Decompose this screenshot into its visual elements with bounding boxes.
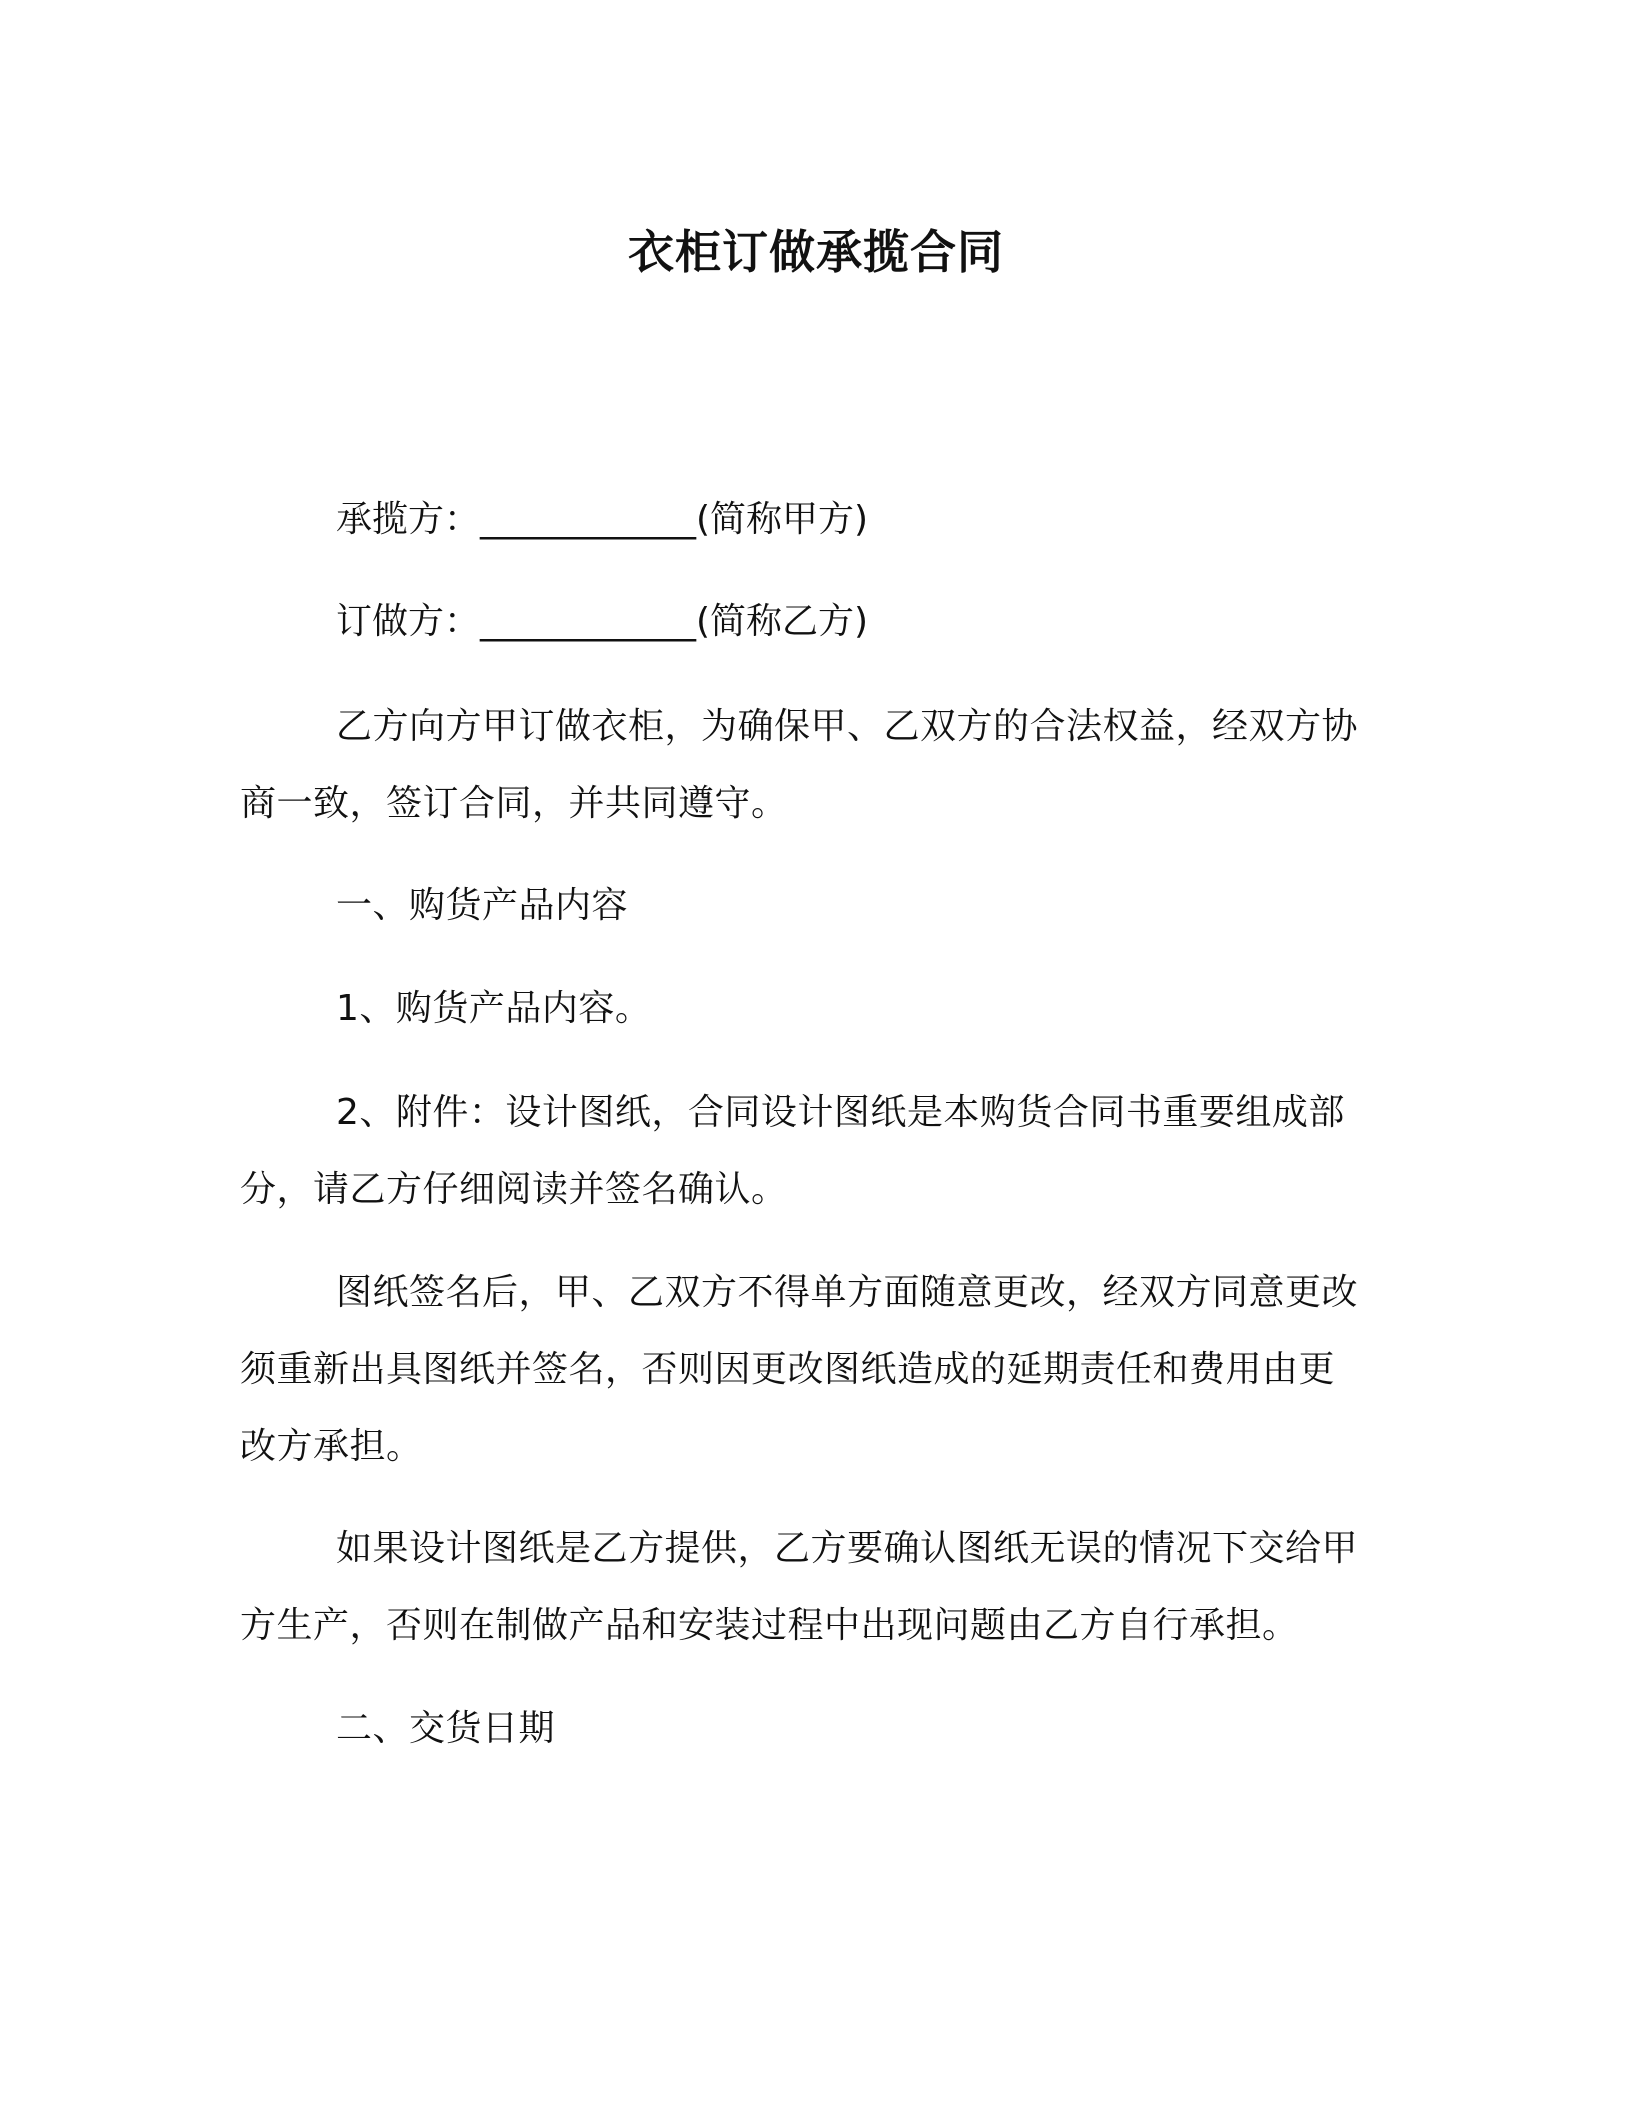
contractor-label: 承揽方：: [336, 499, 481, 540]
orderer-blank: ____________: [480, 601, 697, 642]
drawing-change-line-1: 图纸签名后，甲、乙双方不得单方面随意更改，经双方同意更改: [336, 1272, 1359, 1313]
intro-line-1: 乙方向方甲订做衣柜，为确保甲、乙双方的合法权益，经双方协: [336, 706, 1359, 747]
section-1-item-2-line-1: 2、附件：设计图纸，合同设计图纸是本购货合同书重要组成部: [336, 1092, 1345, 1133]
section-1-item-2-line-2: 分，请乙方仔细阅读并签名确认。: [240, 1169, 788, 1210]
orderer-line: [336, 597, 868, 647]
section-1-heading: 一、购货产品内容: [336, 885, 629, 926]
contractor-line: [336, 495, 868, 545]
document-title: 衣柜订做承揽合同: [628, 225, 1004, 279]
contractor-blank: ____________: [480, 499, 697, 540]
drawing-supply-line-1: 如果设计图纸是乙方提供，乙方要确认图纸无误的情况下交给甲: [336, 1528, 1359, 1569]
section-1-item-1: 1、购货产品内容。: [336, 988, 652, 1029]
orderer-abbr: (简称乙方): [696, 601, 869, 642]
intro-line-2: 商一致，签订合同，并共同遵守。: [240, 783, 788, 824]
contractor-abbr: (简称甲方): [696, 499, 869, 540]
orderer-label: 订做方：: [336, 601, 481, 642]
drawing-supply-line-2: 方生产，否则在制做产品和安装过程中出现问题由乙方自行承担。: [240, 1605, 1299, 1646]
section-2-heading: 二、交货日期: [336, 1708, 556, 1749]
drawing-change-line-3: 改方承担。: [240, 1426, 423, 1467]
drawing-change-line-2: 须重新出具图纸并签名，否则因更改图纸造成的延期责任和费用由更: [240, 1349, 1336, 1390]
